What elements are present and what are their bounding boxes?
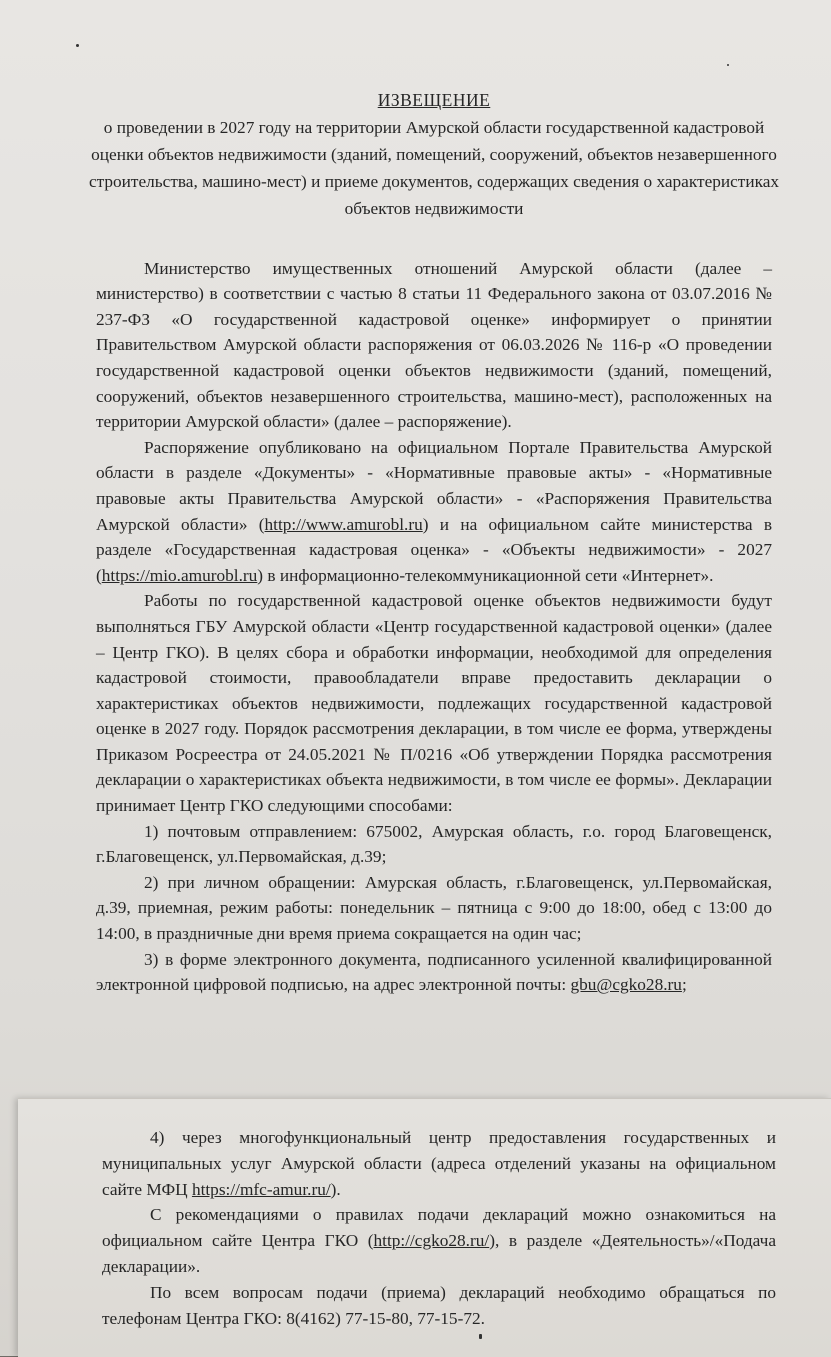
paper-speck	[479, 1334, 482, 1339]
cgko-link[interactable]: http://cgko28.ru/	[373, 1231, 490, 1251]
list-item-mfc-text: 4) через многофункциональный центр предоставления государственных и муниципальных услуг Амурской области (адреса отделений указаны на официальном сайте МФЦ	[102, 1128, 776, 1199]
list-item-electronic-text: 3) в форме электронного документа, подписанного усиленной квалифицированной электронной цифровой подписью, на адрес электронной почты:	[96, 949, 772, 995]
list-item-electronic-end: ;	[681, 975, 687, 995]
paragraph-intro: Министерство имущественных отношений Амурской области (далее – министерство) в соответствии с частью 8 статьи 11 Федерального закона от 03.07.2016 № 237-ФЗ «О государственной кадастровой оценке» информирует о принятии Правительством Амурской области распоряжения от 06.03.2026 № 116-р «О проведении государственной кадастровой оценки объектов недвижимости (зданий, помещений, сооружений, объектов незавершенного строительства, машино-мест), расположенных на территории Амурской области» (далее – распоряжение).	[96, 258, 772, 432]
paragraph-recommendations-text-2: ), в разделе «Деятельность»/«Подача декларации».	[102, 1231, 776, 1276]
document-title: ИЗВЕЩЕНИЕ	[377, 90, 491, 110]
paragraph-publication-text-3: ) в информационно-телекоммуникационной сети «Интернет».	[257, 565, 714, 585]
paragraph-recommendations-text-1: С рекомендациями о правилах подачи деклараций можно ознакомиться на официальном сайте Центра ГКО (	[102, 1205, 776, 1251]
paragraph-contacts: По всем вопросам подачи (приема) деклараций необходимо обращаться по телефонам Центра ГКО: 8(4162) 77-15-80, 77-15-72.	[102, 1282, 776, 1328]
paper-speck	[76, 44, 79, 47]
paper-speck	[727, 64, 729, 66]
mio-amurobl-link[interactable]: https://mio.amurobl.ru	[101, 565, 258, 585]
title-block	[88, 88, 780, 222]
paragraph-publication	[96, 435, 772, 589]
mfc-link[interactable]: https://mfc-amur.ru/	[191, 1179, 331, 1199]
email-link[interactable]: gbu@cgko28.ru	[570, 975, 682, 995]
paragraph-publication-text-2: ) и на официальном сайте министерства в разделе «Государственная кадастровая оценка» - «Объекты недвижимости» - 2027 (	[96, 514, 773, 585]
list-item-postal: 1) почтовым отправлением: 675002, Амурская область, г.о. город Благовещенск, г.Благовещенск, ул.Первомайская, д.39;	[96, 821, 772, 867]
list-item-electronic	[96, 947, 772, 998]
list-item-mfc-end: ).	[330, 1179, 341, 1199]
list-item-mfc	[102, 1125, 776, 1202]
document-body-upper	[88, 88, 780, 998]
paragraph-publication-text-1: Распоряжение опубликовано на официальном Портале Правительства Амурской области в разделе «Документы» - «Нормативные правовые акты» - «Нормативные правовые акты Правительства Амурской области» - «Распоряжения Правительства Амурской области» (	[96, 437, 772, 534]
list-item-personal: 2) при личном обращении: Амурская область, г.Благовещенск, ул.Первомайская, д.39, приемная, режим работы: понедельник – пятница с 9:00 до 18:00, обед с 13:00 до 14:00, в праздничные дни время приема сокращается на один час;	[96, 872, 772, 944]
document-subtitle: о проведении в 2027 году на территории Амурской области государственной кадастровой оценки объектов недвижимости (зданий, помещений, сооружений, объектов незавершенного строительства, машино-мест) и приеме документов, содержащих сведения о характеристиках объектов недвижимости	[88, 117, 780, 218]
paragraph-recommendations	[102, 1202, 776, 1279]
amurobl-link[interactable]: http://www.amurobl.ru	[264, 514, 423, 534]
paragraph-works: Работы по государственной кадастровой оценке объектов недвижимости будут выполняться ГБУ Амурской области «Центр государственной кадастровой оценки» (далее – Центр ГКО). В целях сбора и обработки информации, необходимой для определения кадастровой стоимости, правообладатели вправе предоставить декларации о характеристиках объектов недвижимости, подлежащих государственной кадастровой оценке в 2027 году. Порядок рассмотрения декларации, в том числе ее форма, утверждены Приказом Росреестра от 24.05.2021 № П/0216 «Об утверждении Порядка рассмотрения декларации о характеристиках объекта недвижимости, в том числе ее формы». Декларации принимает Центр ГКО следующими способами:	[96, 591, 772, 816]
document-body-lower	[102, 1125, 776, 1331]
